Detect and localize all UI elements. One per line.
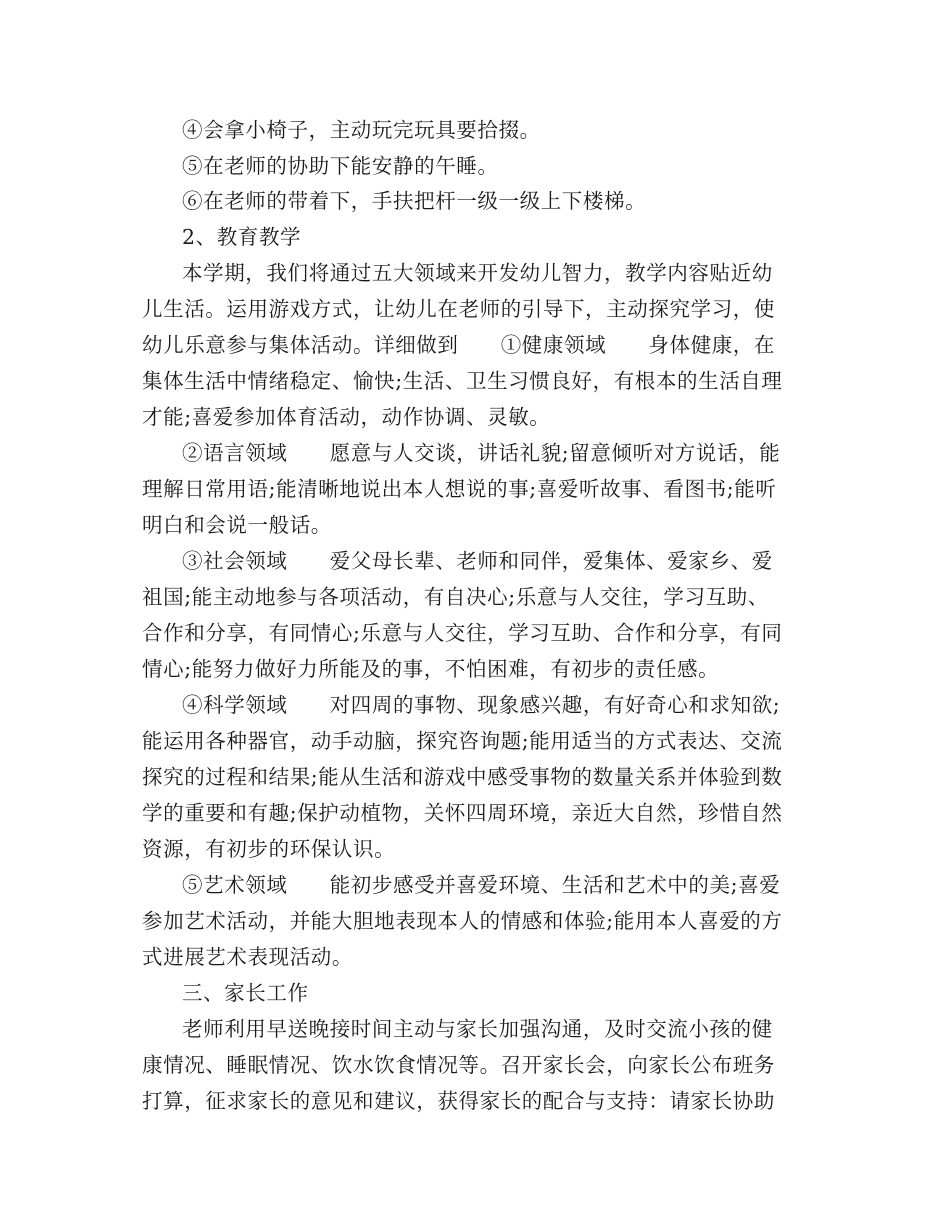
text-line: 儿生活。运用游戏方式，让幼儿在老师的引导下，主动探究学习，使 [142, 297, 775, 321]
text-line: 学的重要和有趣;保护动植物，关怀四周环境，亲近大自然，珍惜自然 [142, 801, 783, 825]
text-line: ④科学领域 对四周的事物、现象感兴趣，有好奇心和求知欲; [182, 693, 781, 717]
text-line: ⑤在老师的协助下能安静的午睡。 [182, 154, 499, 178]
text-line: 明白和会说一般话。 [142, 513, 332, 537]
text-line: 打算，征求家长的意见和建议，获得家长的配合与支持：请家长协助 [142, 1089, 775, 1113]
text-line: 老师利用早送晚接时间主动与家长加强沟通，及时交流小孩的健 [182, 1017, 773, 1041]
section-heading: 三、家长工作 [182, 981, 309, 1005]
text-line: 祖国;能主动地参与各项活动，有自决心;乐意与人交往，学习互助、 [142, 585, 769, 609]
text-line: 理解日常用语;能清晰地说出本人想说的事;喜爱听故事、看图书;能听 [142, 477, 777, 501]
text-line: 资源，有初步的环保认识。 [142, 837, 396, 861]
text-line: 幼儿乐意参与集体活动。详细做到 ①健康领域 身体健康，在 [142, 333, 775, 357]
text-line: 集体生活中情绪稳定、愉快;生活、卫生习惯良好，有根本的生活自理 [142, 369, 783, 393]
text-line: 能运用各种器官，动手动脑，探究咨询题;能用适当的方式表达、交流 [142, 729, 783, 753]
text-line: 情心;能努力做好力所能及的事，不怕困难，有初步的责任感。 [142, 657, 720, 681]
text-line: 式进展艺术表现活动。 [142, 945, 353, 969]
text-line: ②语言领域 愿意与人交谈，讲话礼貌;留意倾听对方说话，能 [182, 441, 781, 465]
text-line: ④会拿小椅子，主动玩完玩具要拾掇。 [182, 118, 541, 142]
text-line: 本学期，我们将通过五大领域来开发幼儿智力，教学内容贴近幼 [182, 261, 773, 285]
text-line: 参加艺术活动，并能大胆地表现本人的情感和体验;能用本人喜爱的方 [142, 909, 783, 933]
text-line: 才能;喜爱参加体育活动，动作协调、灵敏。 [142, 405, 551, 429]
section-heading: 2、教育教学 [182, 225, 302, 249]
text-line: ⑤艺术领域 能初步感受并喜爱环境、生活和艺术中的美;喜爱 [182, 873, 781, 897]
text-line: 康情况、睡眠情况、饮水饮食情况等。召开家长会，向家长公布班务 [142, 1053, 775, 1077]
text-line: ⑥在老师的带着下，手扶把杆一级一级上下楼梯。 [182, 189, 647, 213]
text-line: 合作和分享，有同情心;乐意与人交往，学习互助、合作和分享，有同 [142, 621, 783, 645]
text-line: ③社会领域 爱父母长辈、老师和同伴，爱集体、爱家乡、爱 [182, 549, 773, 573]
text-line: 探究的过程和结果;能从生活和游戏中感受事物的数量关系并体验到数 [142, 765, 783, 789]
